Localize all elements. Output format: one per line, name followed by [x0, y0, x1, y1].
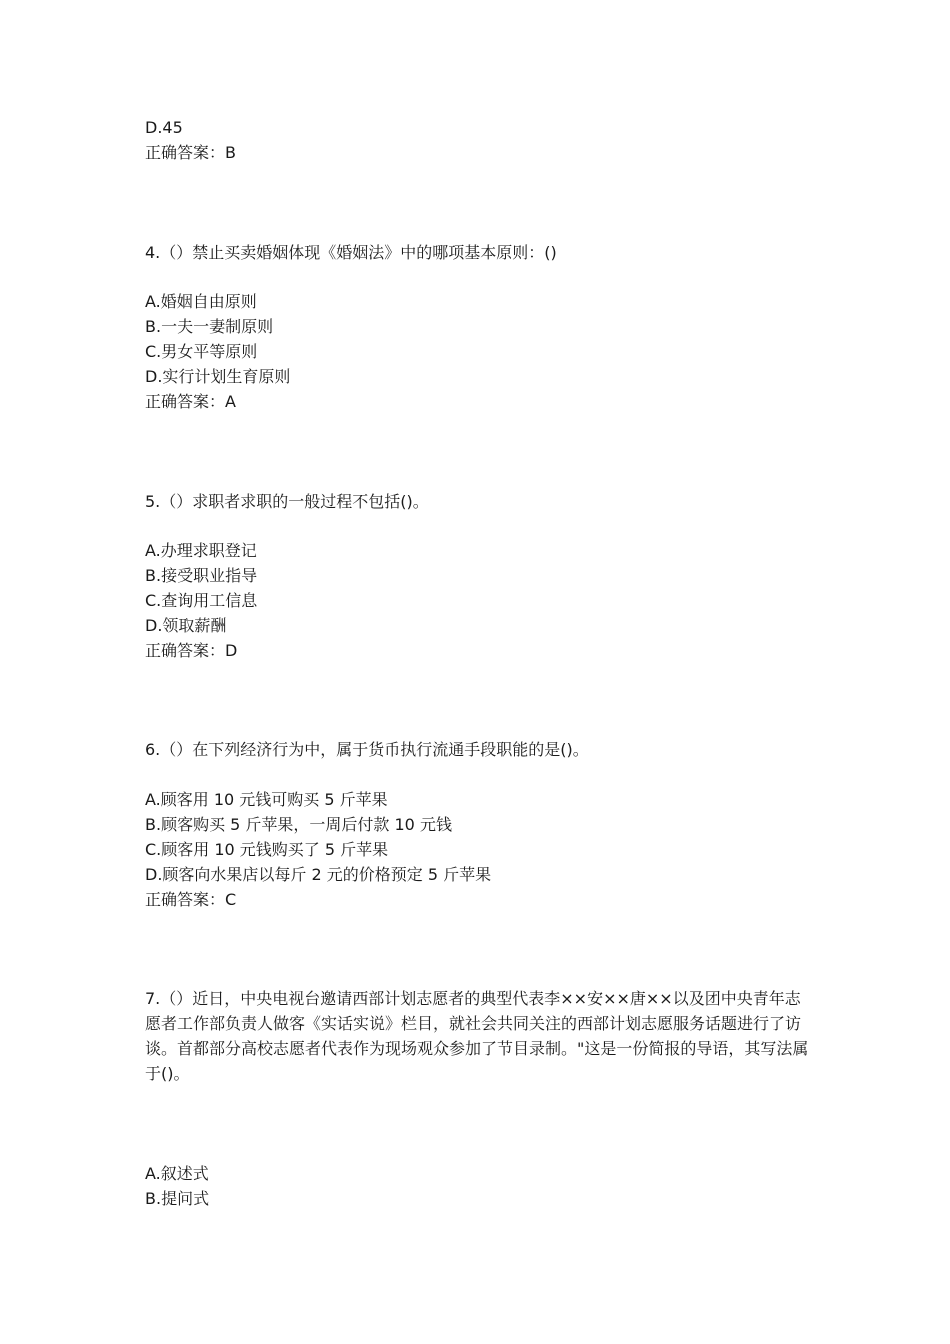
- prev-answer: 正确答案：B: [145, 143, 236, 162]
- q5-stem: 5.（）求职者求职的一般过程不包括()。: [145, 492, 429, 511]
- q4-option-d: D.实行计划生育原则: [145, 367, 291, 386]
- q4-stem: 4.（）禁止买卖婚姻体现《婚姻法》中的哪项基本原则：(): [145, 243, 557, 262]
- q5-answer: 正确答案：D: [145, 641, 238, 660]
- q4-option-b: B.一夫一妻制原则: [145, 317, 274, 336]
- q6-option-a: A.顾客用 10 元钱可购买 5 斤苹果: [145, 790, 388, 809]
- q6-option-c: C.顾客用 10 元钱购买了 5 斤苹果: [145, 840, 389, 859]
- q5-option-b: B.接受职业指导: [145, 566, 258, 585]
- q5-option-d: D.领取薪酬: [145, 616, 227, 635]
- q6-stem: 6.（）在下列经济行为中，属于货币执行流通手段职能的是()。: [145, 740, 589, 759]
- q5-option-a: A.办理求职登记: [145, 541, 257, 560]
- q4-answer: 正确答案：A: [145, 392, 236, 411]
- q4-option-a: A.婚姻自由原则: [145, 292, 257, 311]
- q4-option-c: C.男女平等原则: [145, 342, 258, 361]
- q5-option-c: C.查询用工信息: [145, 591, 258, 610]
- q7-option-b: B.提问式: [145, 1189, 210, 1208]
- q7-option-a: A.叙述式: [145, 1164, 209, 1183]
- prev-option-d: D.45: [145, 118, 183, 137]
- q6-answer: 正确答案：C: [145, 890, 237, 909]
- q7-stem: 7.（）近日，中央电视台邀请西部计划志愿者的典型代表李××安××唐××以及团中央青年志愿者工作部负责人做客《实话实说》栏目，就社会共同关注的西部计划志愿服务话题进行了访谈。首都部分高校志愿者代表作为现场观众参加了节目录制。"这是一份简报的导语，其写法属于()。: [145, 989, 809, 1083]
- q6-option-b: B.顾客购买 5 斤苹果，一周后付款 10 元钱: [145, 815, 452, 834]
- q6-option-d: D.顾客向水果店以每斤 2 元的价格预定 5 斤苹果: [145, 865, 492, 884]
